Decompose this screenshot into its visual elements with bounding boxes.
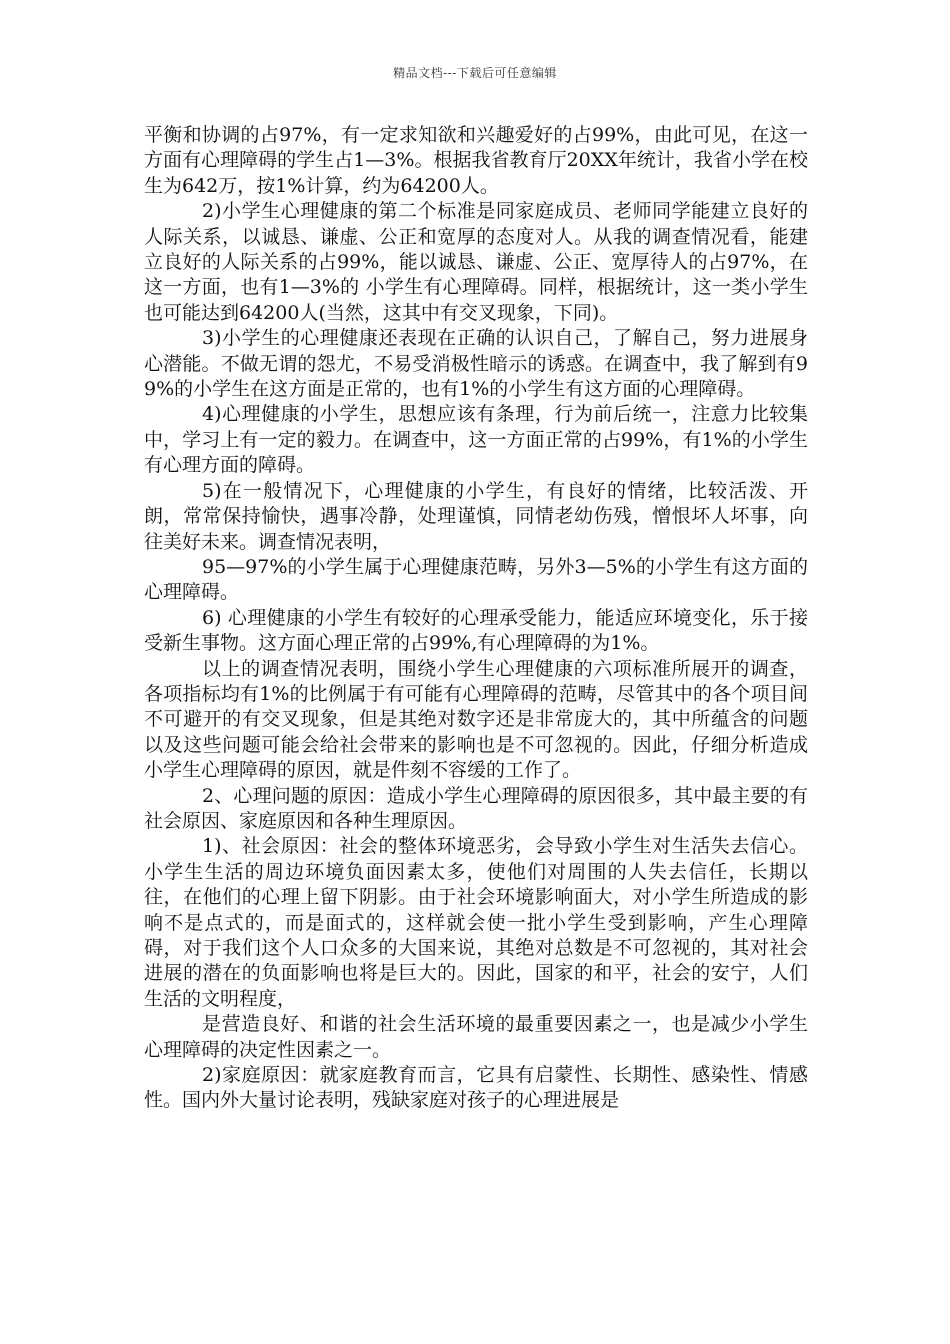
document-body [144,123,808,1114]
paragraph: 1)、社会原因：社会的整体环境恶劣，会导致小学生对生活失去信心。小学生生活的周边环境负面因素太多，使他们对周围的人失去信任，长期以往，在他们的心理上留下阴影。由于社会环境影响面大，对小学生所造成的影响不是点式的，而是面式的，这样就会使一批小学生受到影响，产生心理障碍，对于我们这个人口众多的大国来说，其绝对总数是不可忽视的，其对社会进展的潜在的负面影响也将是巨大的。因此，国家的和平，社会的安宁，人们生活的文明程度， [144,835,808,1010]
paragraph: 95—97%的小学生属于心理健康范畴，另外3—5%的小学生有这方面的心理障碍。 [144,555,808,604]
paragraph: 2、心理问题的原因：造成小学生心理障碍的原因很多，其中最主要的有社会原因、家庭原因和各种生理原因。 [144,784,808,832]
paragraph: 2)家庭原因：就家庭教育而言，它具有启蒙性、长期性、感染性、情感性。国内外大量讨论表明，残缺家庭对孩子的心理进展是 [144,1064,808,1112]
paragraph: 2)小学生心理健康的第二个标准是同家庭成员、老师同学能建立良好的人际关系，以诚恳、谦虚、公正和宽厚的态度对人。从我的调查情况看，能建立良好的人际关系的占99%，能以诚恳、谦虚、公正、宽厚待人的占97%，在这一方面，也有1—3%的 小学生有心理障碍。同样，根据统计，这一类小学生也可能达到64200人(当然，这其中有交叉现象，下同)。 [144,200,808,324]
paragraph: 6) 心理健康的小学生有较好的心理承受能力，能适应环境变化，乐于接受新生事物。这方面心理正常的占99%,有心理障碍的为1%。 [144,606,808,655]
paragraph: 3)小学生的心理健康还表现在正确的认识自己，了解自己，努力进展身心潜能。不做无谓的怨尤，不易受消极性暗示的诱惑。在调查中，我了解到有99%的小学生在这方面是正常的，也有1%的小学生有这方面的心理障碍。 [144,327,808,401]
paragraph: 以上的调查情况表明，围绕小学生心理健康的六项标准所展开的调查，各项指标均有1%的比例属于有可能有心理障碍的范畴，尽管其中的各个项目间不可避开的有交叉现象，但是其绝对数字还是非常庞大的，其中所蕴含的问题以及这些问题可能会给社会带来的影响也是不可忽视的。因此，仔细分析造成小学生心理障碍的原因，就是件刻不容缓的工作了。 [144,657,808,782]
paragraph: 是营造良好、和谐的社会生活环境的最重要因素之一，也是减少小学生心理障碍的决定性因素之一。 [144,1013,808,1061]
page-header: 精品文档---下载后可任意编辑 [393,66,557,80]
paragraph: 5)在一般情况下，心理健康的小学生，有良好的情绪，比较活泼、开朗，常常保持愉快，遇事冷静，处理谨慎，同情老幼伤残，憎恨坏人坏事，向往美好未来。调查情况表明， [144,479,808,553]
paragraph: 4)心理健康的小学生，思想应该有条理，行为前后统一，注意力比较集中，学习上有一定的毅力。在调查中，这一方面正常的占99%，有1%的小学生有心理方面的障碍。 [144,403,808,477]
paragraph: 平衡和协调的占97%，有一定求知欲和兴趣爱好的占99%，由此可见，在这一方面有心理障碍的学生占1—3%。根据我省教育厅20XX年统计，我省小学在校生为642万，按1%计算，约为64200人。 [144,124,808,197]
